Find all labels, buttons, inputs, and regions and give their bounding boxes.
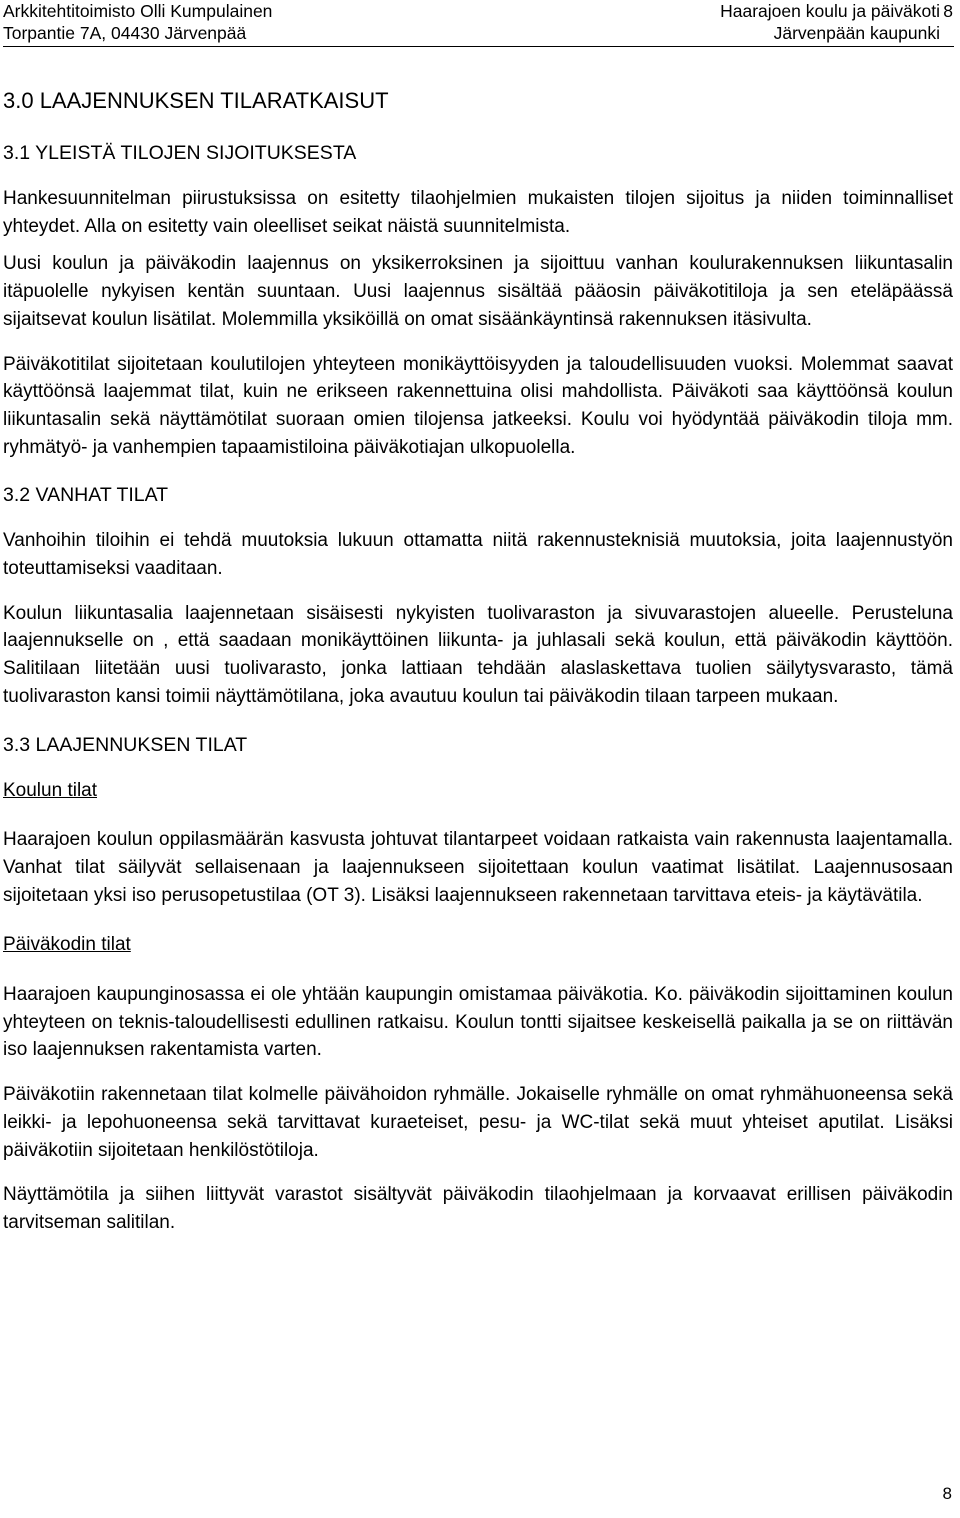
section-title-3-2: 3.2 VANHAT TILAT <box>3 484 169 507</box>
section-title-3-3: 3.3 LAAJENNUKSEN TILAT <box>3 733 248 756</box>
paragraph: Päiväkotitilat sijoitetaan koulutilojen yhteyteen monikäyttöisyyden ja taloudellisuuden vuoksi. Molemmat saavat käyttöönsä laajemmat tilat, kuin ne erikseen rakennettuina olisi mahdollista. Päiväkoti saa käyttöönsä koulun liikuntasalin sekä näyttämötilat suoraan omien tilojensa jatkeeksi. Koulu voi hyödyntää päiväkodin tiloja mm. ryhmätyö- ja vanhempien tapaamistiloina päiväkotiajan ulkopuolella. <box>3 353 953 458</box>
header-client: Järvenpään kaupunki <box>773 23 940 43</box>
subsection-title-koulu: Koulun tilat <box>3 779 98 801</box>
section-title-3-0: 3.0 LAAJENNUKSEN TILARATKAISUT <box>3 88 389 113</box>
paragraph: Haarajoen kaupunginosassa ei ole yhtään kaupungin omistamaa päiväkotia. Ko. päiväkodin sijoittaminen koulun yhteyteen on teknis-taloudellisesti edullinen ratkaisu. Koulun tontti sijaitsee keskeisellä paikalla ja se on riittävän iso laajennuksen rakentamista varten. <box>3 984 953 1061</box>
header-right <box>720 0 940 44</box>
header-project: Haarajoen koulu ja päiväkoti <box>720 1 940 21</box>
footer-page-number: 8 <box>942 1484 952 1503</box>
paragraph: Haarajoen koulun oppilasmäärän kasvusta johtuvat tilantarpeet voidaan ratkaista vain rakennusta laajentamalla. Vanhat tilat säilyvät sellaisenaan ja laajennukseen sijoitettaan koulun vaatimat lisätilat. Laajennusosaan sijoitetaan yksi iso perusopetustilaa (OT 3). Lisäksi laajennukseen rakennetaan tarvittava eteis- ja käytävätila. <box>3 829 953 906</box>
paragraph: Hankesuunnitelman piirustuksissa on esitetty tilaohjelmien mukaisten tilojen sijoitus ja niiden toiminnalliset yhteydet. Alla on esitetty vain oleelliset seikat näistä suunnitelmista. <box>3 188 953 237</box>
document-body <box>3 88 953 1254</box>
page-header <box>3 0 954 47</box>
header-page-number: 8 <box>943 1 953 21</box>
paragraph: Näyttämötila ja siihen liittyvät varastot sisältyvät päiväkodin tilaohjelmaan ja korvaavat erillisen päiväkodin tarvitseman salitilan. <box>3 1184 953 1233</box>
paragraph: Uusi koulun ja päiväkodin laajennus on yksikerroksinen ja sijoittuu vanhan koulurakennuksen liikuntasalin itäpuolelle nykyisen kentän suuntaan. Uusi laajennus sisältää pääosin päiväkotitiloja ja sen eteläpäässä sijaitsevat koulun lisätilat. Molemmilla yksiköillä on omat sisäänkäyntinsä rakennuksen itäsivulta. <box>3 253 953 330</box>
subsection-title-paivakoti: Päiväkodin tilat <box>3 934 131 956</box>
header-left <box>3 0 272 44</box>
section-title-3-1: 3.1 YLEISTÄ TILOJEN SIJOITUKSESTA <box>3 142 357 164</box>
paragraph: Päiväkotiin rakennetaan tilat kolmelle päivähoidon ryhmälle. Jokaiselle ryhmälle on omat ryhmähuoneensa sekä leikki- ja lepohuoneensa sekä tarvittavat kuraeteiset, pesu- ja WC-tilat sekä muut yhteiset aputilat. Lisäksi päiväkotiin sijoitetaan henkilöstötiloja. <box>3 1084 953 1161</box>
header-company: Arkkitehtitoimisto Olli Kumpulainen <box>3 1 273 21</box>
paragraph: Vanhoihin tiloihin ei tehdä muutoksia lukuun ottamatta niitä rakennusteknisiä muutoksia, joita laajennustyön toteuttamiseksi vaaditaan. <box>3 530 953 580</box>
header-address: Torpantie 7A, 04430 Järvenpää <box>3 23 247 43</box>
paragraph: Koulun liikuntasalia laajennetaan sisäisesti nykyisten tuolivaraston ja sivuvarastojen alueelle. Perusteluna laajennukselle on , että saadaan monikäyttöinen liikunta- ja juhlasali sekä koulun, että päiväkodin käyttöön. Salitilaan liitetään uusi tuolivarasto, jonka lattiaan tehdään alaslaskettava tuolien säilytysvarasto, tämä tuolivaraston kansi toimii näyttämötilana, joka avautuu koulun tai päiväkodin tilaan tarpeen mukaan. <box>3 602 953 707</box>
